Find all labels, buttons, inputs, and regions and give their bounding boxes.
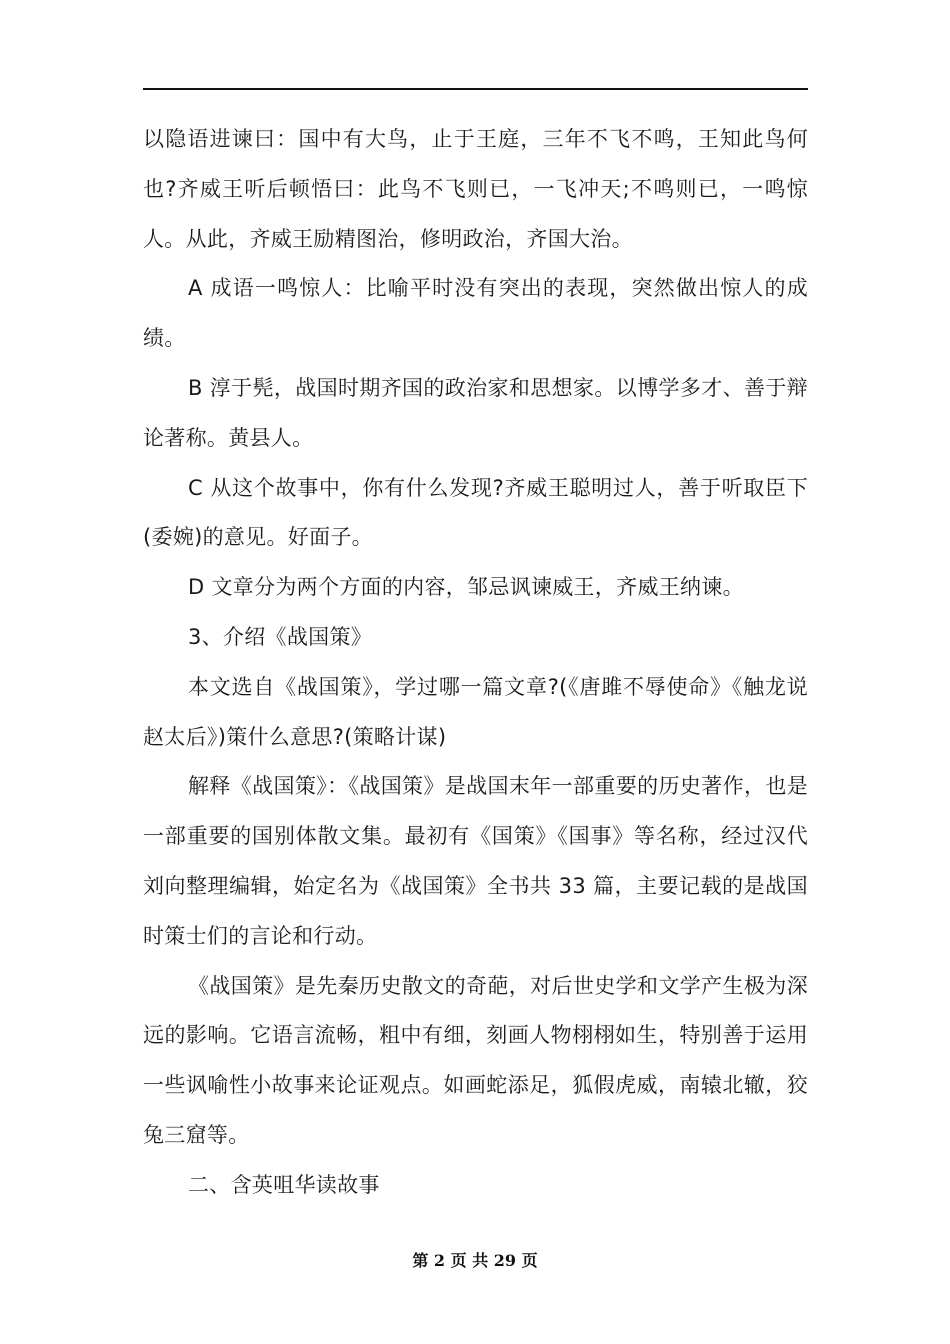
paragraph-story-continuation: 以隐语进谏曰：国中有大鸟，止于王庭，三年不飞不鸣，王知此鸟何也?齐威王听后顿悟曰：此鸟不飞则已，一飞冲天;不鸣则已，一鸣惊人。从此，齐威王励精图治，修明政治，齐国大治。 xyxy=(143,127,808,251)
header-rule xyxy=(143,88,808,90)
paragraph-source-question: 本文选自《战国策》，学过哪一篇文章?(《唐雎不辱使命》《触龙说赵太后》)策什么意思?(策略计谋) xyxy=(143,674,808,749)
section-heading-read-story: 二、含英咀华读故事 xyxy=(188,1172,380,1197)
paragraph-point-b: B 淳于髡，战国时期齐国的政治家和思想家。以博学多才、善于辩论著称。黄县人。 xyxy=(143,375,808,450)
paragraph-point-a: A 成语一鸣惊人：比喻平时没有突出的表现，突然做出惊人的成绩。 xyxy=(143,276,808,351)
page-number-footer: 第 2 页 共 29 页 xyxy=(412,1251,538,1270)
paragraph-influence: 《战国策》是先秦历史散文的奇葩，对后世史学和文学产生极为深远的影响。它语言流畅，粗中有细，刻画人物栩栩如生，特别善于运用一些讽喻性小故事来论证观点。如画蛇添足，狐假虎威，南辕北辙，狡兔三窟等。 xyxy=(143,973,808,1147)
document-body xyxy=(143,115,808,1211)
paragraph-point-d: D 文章分为两个方面的内容，邹忌讽谏威王，齐威王纳谏。 xyxy=(188,575,744,600)
paragraph-explanation: 解释《战国策》：《战国策》是战国末年一部重要的历史著作，也是一部重要的国别体散文集。最初有《国策》《国事》等名称，经过汉代刘向整理编辑，始定名为《战国策》全书共 33 篇，主要记载的是战国时策士们的言论和行动。 xyxy=(143,774,808,948)
section-heading-introduce: 3、介绍《战国策》 xyxy=(188,624,373,649)
paragraph-point-c: C 从这个故事中，你有什么发现?齐威王聪明过人，善于听取臣下(委婉)的意见。好面子。 xyxy=(143,475,808,550)
